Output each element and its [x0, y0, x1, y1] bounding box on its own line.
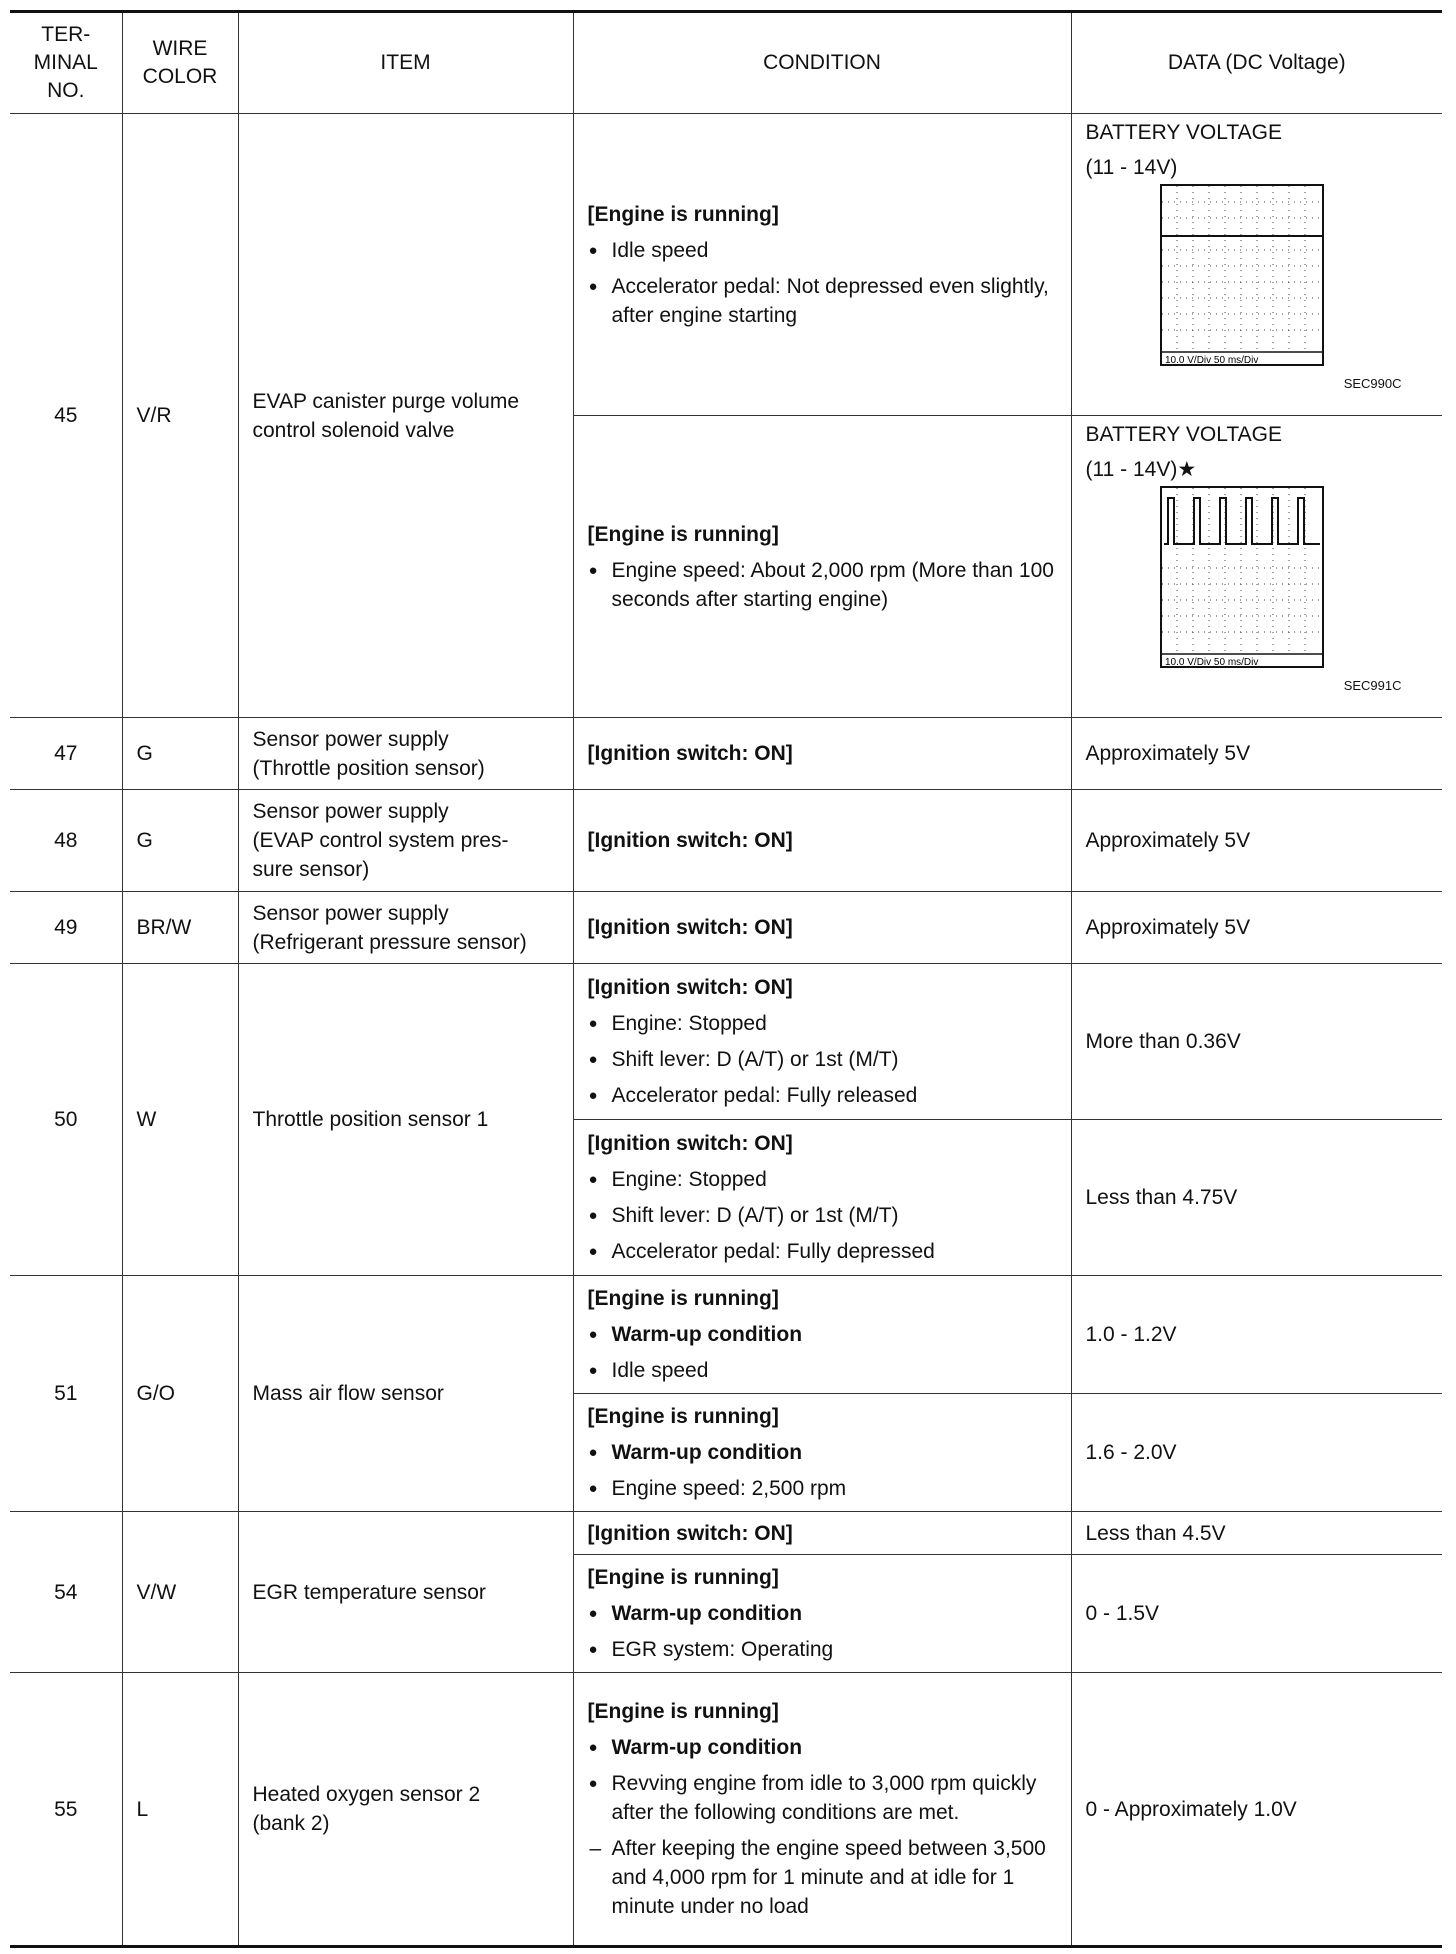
- condition-bullet: ● Engine speed: About 2,000 rpm (More than 100 seconds after starting engine): [588, 556, 1057, 614]
- item-line: (Refrigerant pressure sensor): [252, 930, 527, 954]
- condition-cell: [573, 790, 1071, 892]
- condition-cell: [573, 1394, 1071, 1512]
- data-line: (11 - 14V)★: [1085, 458, 1197, 481]
- data-cell: Approximately 5V: [1071, 790, 1442, 892]
- condition-title: [Engine is running]: [587, 1700, 779, 1723]
- header-wire-line1: WIRE: [152, 37, 208, 60]
- condition-sub-bullet: – After keeping the engine speed between 3,500 and 4,000 rpm for 1 minute and at idle for 1 minute under no load: [588, 1834, 1057, 1921]
- condition-title: [Engine is running]: [587, 202, 779, 226]
- terminal-no: 45: [10, 114, 122, 718]
- header-data: DATA (DC Voltage): [1071, 12, 1442, 114]
- data-cell: Less than 4.75V: [1071, 1120, 1442, 1276]
- condition-title: [Engine is running]: [587, 1405, 779, 1428]
- header-terminal: [10, 12, 122, 114]
- condition-bullet: ● Idle speed: [588, 1356, 1057, 1385]
- header-wire-color: [122, 12, 238, 114]
- item-line: Sensor power supply: [252, 727, 449, 751]
- wire-color: BR/W: [122, 892, 238, 964]
- item-line: sure sensor): [252, 858, 370, 881]
- item-line: Heated oxygen sensor 2: [252, 1783, 481, 1806]
- terminal-no: 47: [10, 718, 122, 790]
- condition-bullet: ● EGR system: Operating: [588, 1635, 1057, 1664]
- condition-cell: [573, 892, 1071, 964]
- condition-title: [Ignition switch: ON]: [587, 829, 793, 852]
- condition-cell: [573, 1276, 1071, 1394]
- terminal-no: 51: [10, 1276, 122, 1512]
- item-cell: [238, 718, 573, 790]
- item-line: (Throttle position sensor): [252, 756, 485, 780]
- item-cell: Mass air flow sensor: [238, 1276, 573, 1512]
- scope-frame: [1161, 185, 1323, 365]
- table-row-55: [10, 1673, 1442, 1947]
- item-cell: [238, 892, 573, 964]
- condition-title: [Ignition switch: ON]: [587, 742, 793, 765]
- condition-title: [Ignition switch: ON]: [587, 976, 793, 999]
- data-cell: Approximately 5V: [1071, 892, 1442, 964]
- ecm-terminal-table: [10, 10, 1442, 1948]
- condition-bullet: ● Warm-up condition: [588, 1320, 1057, 1349]
- condition-bullet: ● Warm-up condition: [588, 1599, 1057, 1628]
- oscilloscope-pulse-waveform: [1160, 486, 1328, 672]
- data-cell: 1.0 - 1.2V: [1071, 1276, 1442, 1394]
- condition-title: [Ignition switch: ON]: [587, 1521, 793, 1545]
- condition-bullet: ● Accelerator pedal: Fully released: [588, 1081, 1057, 1110]
- wire-color: G/O: [122, 1276, 238, 1512]
- terminal-no: 55: [10, 1673, 122, 1947]
- header-terminal-line3: NO.: [47, 79, 85, 102]
- item-line: Sensor power supply: [252, 800, 449, 823]
- condition-bullet: ● Accelerator pedal: Fully depressed: [588, 1237, 1057, 1266]
- table-row-45a: [10, 114, 1442, 416]
- header-condition: CONDITION: [573, 12, 1071, 114]
- condition-cell: [573, 1673, 1071, 1947]
- wire-color: V/R: [122, 114, 238, 718]
- scope-scale-label: 10.0 V/Div 50 ms/Div: [1164, 657, 1258, 668]
- wire-color: G: [122, 790, 238, 892]
- scope-scale-label: 10.0 V/Div 50 ms/Div: [1164, 355, 1258, 366]
- header-wire-line2: COLOR: [142, 65, 218, 88]
- terminal-no: 54: [10, 1512, 122, 1673]
- wire-color: G: [122, 718, 238, 790]
- condition-title: [Engine is running]: [587, 1566, 779, 1589]
- condition-cell: [573, 1120, 1071, 1276]
- figure-code: SEC990C: [1343, 376, 1402, 391]
- table-row-50a: [10, 964, 1442, 1120]
- data-cell: [1071, 114, 1442, 416]
- data-cell: 0 - Approximately 1.0V: [1071, 1673, 1442, 1947]
- condition-bullet: ● Accelerator pedal: Not depressed even slightly, after engine starting: [588, 272, 1057, 330]
- wire-color: L: [122, 1673, 238, 1947]
- table-row-47: [10, 718, 1442, 790]
- item-cell: [238, 790, 573, 892]
- condition-title: [Ignition switch: ON]: [587, 1132, 793, 1155]
- condition-bullet: ● Shift lever: D (A/T) or 1st (M/T): [588, 1201, 1057, 1230]
- condition-title: [Engine is running]: [587, 1287, 779, 1310]
- wire-color: V/W: [122, 1512, 238, 1673]
- data-line: (11 - 14V): [1085, 156, 1178, 179]
- item-line: EVAP canister purge volume: [252, 389, 520, 413]
- condition-bullet: ● Shift lever: D (A/T) or 1st (M/T): [588, 1045, 1057, 1074]
- table-row-49: [10, 892, 1442, 964]
- condition-cell: [573, 964, 1071, 1120]
- data-cell: 0 - 1.5V: [1071, 1555, 1442, 1673]
- condition-cell: [573, 416, 1071, 718]
- item-line: (EVAP control system pres-: [252, 829, 509, 852]
- oscilloscope-figure: [1100, 486, 1410, 704]
- condition-bullet: ● Warm-up condition: [588, 1438, 1057, 1467]
- terminal-no: 49: [10, 892, 122, 964]
- header-row: [10, 12, 1442, 114]
- header-item: ITEM: [238, 12, 573, 114]
- item-cell: [238, 114, 573, 718]
- condition-cell: [573, 1555, 1071, 1673]
- data-line: BATTERY VOLTAGE: [1085, 423, 1282, 446]
- item-line: control solenoid valve: [252, 418, 455, 442]
- condition-bullet: ● Warm-up condition: [588, 1733, 1057, 1762]
- condition-bullet: ● Engine: Stopped: [588, 1165, 1057, 1194]
- item-cell: Throttle position sensor 1: [238, 964, 573, 1276]
- header-terminal-line1: TER-: [41, 23, 91, 46]
- data-cell: Approximately 5V: [1071, 718, 1442, 790]
- data-cell: [1071, 416, 1442, 718]
- table-row-48: [10, 790, 1442, 892]
- condition-cell: [573, 718, 1071, 790]
- wire-color: W: [122, 964, 238, 1276]
- oscilloscope-figure: [1100, 184, 1410, 402]
- data-cell: 1.6 - 2.0V: [1071, 1394, 1442, 1512]
- condition-bullet: ● Idle speed: [588, 236, 1057, 265]
- condition-title: [Ignition switch: ON]: [587, 916, 793, 939]
- table-row-54a: [10, 1512, 1442, 1555]
- header-terminal-line2: MINAL: [33, 51, 98, 74]
- oscilloscope-idle-waveform: [1160, 184, 1328, 370]
- condition-bullet: ● Engine speed: 2,500 rpm: [588, 1474, 1057, 1503]
- condition-cell: [573, 1512, 1071, 1555]
- item-line: Sensor power supply: [252, 901, 449, 925]
- condition-title: [Engine is running]: [587, 522, 779, 546]
- item-cell: [238, 1673, 573, 1947]
- table-row-51a: [10, 1276, 1442, 1394]
- terminal-no: 50: [10, 964, 122, 1276]
- data-cell: More than 0.36V: [1071, 964, 1442, 1120]
- data-cell: Less than 4.5V: [1071, 1512, 1442, 1555]
- figure-code: SEC991C: [1343, 678, 1402, 693]
- item-line: (bank 2): [252, 1812, 330, 1835]
- data-line: BATTERY VOLTAGE: [1085, 121, 1282, 144]
- item-cell: EGR temperature sensor: [238, 1512, 573, 1673]
- condition-bullet: ● Revving engine from idle to 3,000 rpm quickly after the following conditions are met.: [588, 1769, 1057, 1827]
- condition-cell: [573, 114, 1071, 416]
- condition-bullet: ● Engine: Stopped: [588, 1009, 1057, 1038]
- terminal-no: 48: [10, 790, 122, 892]
